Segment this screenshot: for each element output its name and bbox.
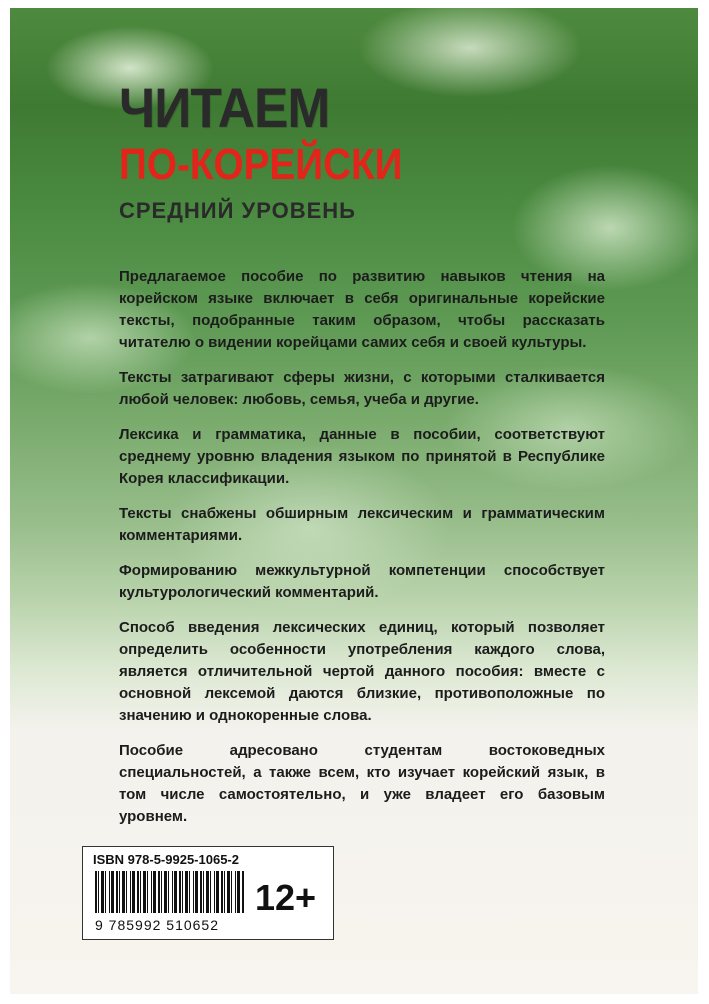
- paragraph: Формированию межкультурной компетенции способствует культурологический комментарий.: [119, 562, 605, 601]
- title-block: [119, 76, 403, 223]
- description-text: [119, 266, 605, 841]
- barcode-bars: [95, 871, 245, 913]
- subtitle-level: СРЕДНИЙ УРОВЕНЬ: [119, 198, 356, 223]
- title-line-2: ПО-КОРЕЙСКИ: [119, 140, 403, 189]
- paragraph: Предлагаемое пособие по развитию навыков чтения на корейском языке включает в себя оригинальные корейские тексты, подобранные таким образом, чтобы рассказать читателю о видении корейцами самих себя и своей культуры.: [119, 268, 605, 351]
- paragraph: Пособие адресовано студентам востоковедных специальностей, а также всем, кто изучает корейский язык, в том числе самостоятельно, и уже владеет его базовым уровнем.: [119, 742, 605, 825]
- barcode-number: 9 785992 510652: [95, 917, 219, 933]
- paragraph: Способ введения лексических единиц, который позволяет определить особенности употребления каждого слова, является отличительной чертой данного пособия: вместе с основной лексемой даются близкие, противоположные по значению и однокоренные слова.: [119, 619, 605, 724]
- paragraph: Тексты затрагивают сферы жизни, с которыми сталкивается любой человек: любовь, семья, учеба и другие.: [119, 369, 605, 408]
- barcode-box: [82, 846, 334, 940]
- paragraph: Тексты снабжены обширным лексическим и грамматическим комментариями.: [119, 505, 605, 544]
- isbn-label: ISBN 978-5-9925-1065-2: [93, 852, 239, 867]
- title-line-1: ЧИТАЕМ: [119, 76, 330, 139]
- age-rating: 12+: [255, 877, 317, 918]
- paragraph: Лексика и грамматика, данные в пособии, соответствуют среднему уровню владения языком по принятой в Республике Корея классификации.: [119, 426, 605, 487]
- book-back-cover: [10, 8, 698, 994]
